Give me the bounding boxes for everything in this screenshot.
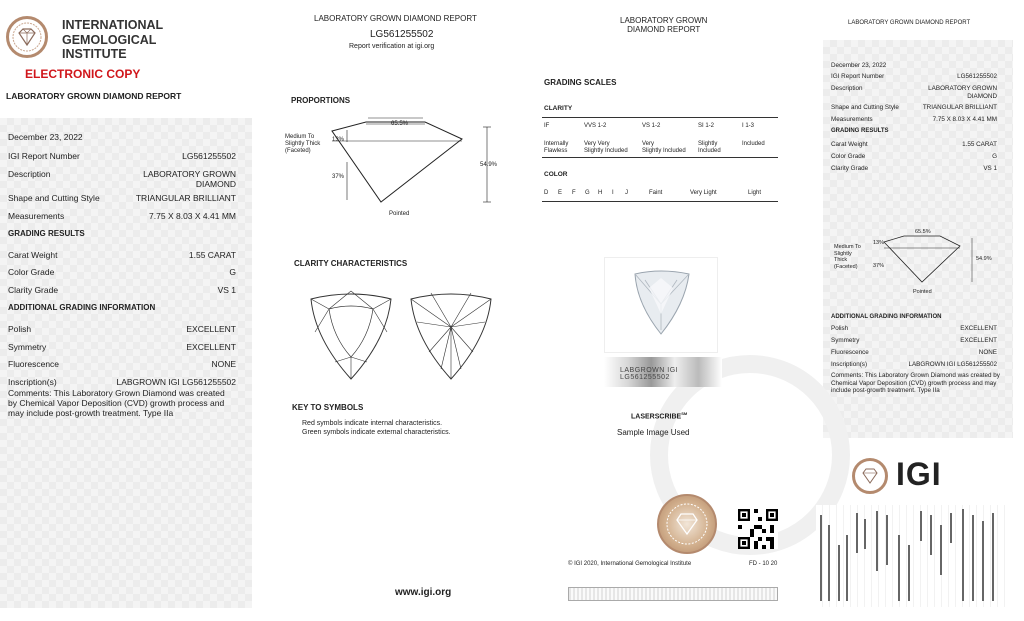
inscription-label: Inscription(s) [8, 377, 57, 387]
stub-description-value: LABORATORY GROWN DIAMOND [928, 85, 997, 100]
stub-title: LABORATORY GROWN DIAMOND REPORT [848, 20, 971, 26]
stub-date: December 23, 2022 [831, 62, 887, 69]
form-code: FD - 10 20 [749, 561, 778, 567]
description-value: LABORATORY GROWN DIAMOND [143, 169, 236, 189]
org-line-2: GEMOLOGICAL [62, 32, 157, 47]
stub-shape-label: Shape and Cutting Style [831, 104, 899, 111]
stub-crown-percent: 13% [873, 240, 885, 246]
stub-crown-label: Medium To Slightly Thick (Faceted) [834, 244, 861, 270]
clarity-grade-vs: VS 1-2 [642, 123, 661, 129]
stub-fluorescence-label: Fluorescence [831, 349, 869, 356]
pavilion-percent: 37% [332, 174, 345, 180]
clarity-characteristics-heading: CLARITY CHARACTERISTICS [294, 259, 408, 268]
stub-culet-label: Pointed [913, 289, 932, 295]
clarity-desc-si: Slightly Included [698, 141, 721, 154]
stub-measurements-label: Measurements [831, 116, 873, 123]
stub-igi-logo-text: IGI [896, 456, 942, 492]
diamond-photo [604, 257, 718, 353]
stub-color-value: G [992, 153, 997, 160]
right-report-title: LABORATORY GROWN DIAMOND REPORT [620, 16, 708, 34]
stub-polish-row [831, 325, 997, 333]
carat-value: 1.55 CARAT [188, 250, 236, 260]
mid-report-title: LABORATORY GROWN DIAMOND REPORT [314, 14, 477, 23]
stub-clarity-row [831, 165, 997, 173]
inscription-row [8, 377, 236, 387]
stub-color-row [831, 153, 997, 161]
color-grade-e: E [558, 190, 563, 196]
clarity-scale-label: CLARITY [544, 105, 573, 112]
stub-polish-label: Polish [831, 325, 849, 332]
color-label: Color Grade [8, 267, 55, 277]
stub-shape-row [831, 104, 997, 112]
clarity-value: VS 1 [217, 285, 236, 295]
stub-measurements-value: 7.75 X 8.03 X 4.41 MM [932, 116, 997, 123]
stub-inscription-label: Inscription(s) [831, 361, 868, 368]
website-link[interactable]: www.igi.org [395, 587, 452, 598]
key-red: Red symbols indicate internal characteristics. [302, 420, 443, 427]
color-desc-faint: Faint [649, 190, 663, 196]
stub-carat-label: Carat Weight [831, 141, 868, 148]
clarity-plot-crown [305, 287, 397, 383]
symmetry-label: Symmetry [8, 342, 47, 352]
stub-pavilion-percent: 37% [873, 263, 885, 269]
clarity-grade-i: I 1-3 [742, 123, 755, 129]
comments-text: Comments: This Laboratory Grown Diamond was created by Chemical Vapor Deposition (CVD) growth process and may include post-growth treatment. Type IIa [8, 388, 225, 418]
shape-value: TRIANGULAR BRILLIANT [135, 193, 236, 203]
fluorescence-value: NONE [211, 359, 236, 369]
stub-table-percent: 65.5% [915, 229, 931, 235]
stub-grading-heading: GRADING RESULTS [831, 128, 889, 134]
igi-seal-logo [6, 16, 48, 58]
stub-color-label: Color Grade [831, 153, 866, 160]
mid-report-number: LG561255502 [370, 29, 434, 40]
security-strip [568, 587, 778, 601]
report-number-value: LG561255502 [182, 151, 236, 161]
color-grade-i: I [612, 190, 614, 196]
measurements-value: 7.75 X 8.03 X 4.41 MM [149, 211, 236, 221]
clarity-desc-vs: Very Slightly Included [642, 141, 686, 154]
color-desc-light: Light [748, 190, 762, 196]
color-row [8, 267, 236, 277]
clarity-label: Clarity Grade [8, 285, 59, 295]
color-desc-very-light: Very Light [690, 190, 717, 196]
stub-fluorescence-row [831, 349, 997, 357]
stub-inscription-value: LABGROWN IGI LG561255502 [908, 361, 997, 368]
electronic-copy: ELECTRONIC COPY [25, 67, 141, 81]
stub-clarity-value: VS 1 [983, 165, 997, 172]
polish-row [8, 324, 236, 334]
key-green: Green symbols indicate external characteristics. [302, 429, 451, 436]
clarity-desc-vvs: Very Very Slightly Included [584, 141, 628, 154]
description-row [8, 169, 236, 189]
clarity-desc-i: Included [742, 141, 765, 147]
grading-results-heading: GRADING RESULTS [8, 229, 85, 238]
crown-label: Medium To Slightly Thick (Faceted) [285, 134, 321, 154]
clarity-desc-if: Internally Flawless [544, 141, 569, 154]
inscription-value: LABGROWN IGI LG561255502 [116, 377, 236, 387]
verification-text: Report verification at igi.org [349, 43, 435, 50]
laserscribe-label [631, 411, 687, 420]
stub-carat-row [831, 141, 997, 149]
clarity-scale-top-rule [542, 117, 778, 118]
carat-label: Carat Weight [8, 250, 58, 260]
grading-scales-heading: GRADING SCALES [544, 78, 617, 87]
fluorescence-label: Fluorescence [8, 359, 60, 369]
inscription-photo-text: LABGROWN IGI LG561255502 [620, 367, 679, 381]
stub-report-number-row [831, 73, 997, 81]
org-line-1: INTERNATIONAL [62, 18, 164, 32]
stub-clarity-label: Clarity Grade [831, 165, 869, 172]
org-line-3: INSTITUTE [62, 47, 127, 61]
shape-label: Shape and Cutting Style [8, 193, 100, 203]
color-grade-j: J [625, 190, 628, 196]
clarity-grade-si: SI 1-2 [698, 123, 715, 129]
symmetry-row [8, 342, 236, 352]
copyright-line: © IGI 2020, International Gemological Institute [568, 561, 692, 567]
stub-report-number-value: LG561255502 [957, 73, 997, 80]
clarity-grade-vvs: VVS 1-2 [584, 123, 607, 129]
symmetry-value: EXCELLENT [186, 342, 236, 352]
stub-fluorescence-value: NONE [978, 349, 997, 356]
gold-seal [657, 494, 717, 554]
proportions-diagram [280, 112, 510, 222]
stub-igi-seal [852, 458, 888, 494]
clarity-scale-bottom-rule [542, 157, 778, 158]
color-grade-d: D [544, 190, 549, 196]
stub-polish-value: EXCELLENT [960, 325, 997, 332]
color-scale-label: COLOR [544, 171, 568, 178]
clarity-plot-pavilion [405, 287, 497, 383]
color-value: G [229, 267, 236, 277]
laserscribe-sup: SM [681, 411, 688, 416]
report-number-label: IGI Report Number [8, 151, 80, 161]
qr-code[interactable] [738, 509, 778, 549]
clarity-row [8, 285, 236, 295]
key-to-symbols-heading: KEY TO SYMBOLS [292, 403, 364, 412]
color-grade-h: H [598, 190, 603, 196]
fluorescence-row [8, 359, 236, 369]
inscription-photo [604, 357, 722, 387]
report-number-row [8, 151, 236, 161]
stub-description-label: Description [831, 85, 863, 92]
stub-symmetry-label: Symmetry [831, 337, 860, 344]
measurements-row [8, 211, 236, 221]
measurements-label: Measurements [8, 211, 65, 221]
crown-percent: 13% [332, 137, 345, 143]
stub-symmetry-value: EXCELLENT [960, 337, 997, 344]
stub-additional-heading: ADDITIONAL GRADING INFORMATION [831, 314, 942, 320]
stub-measurements-row [831, 116, 997, 124]
proportions-heading: PROPORTIONS [291, 96, 351, 105]
color-scale-rule [542, 201, 778, 202]
stub-inscription-row [831, 361, 997, 369]
culet-label: Pointed [389, 211, 410, 217]
report-type-title: LABORATORY GROWN DIAMOND REPORT [6, 91, 182, 101]
report-date: December 23, 2022 [8, 132, 83, 142]
org-name [62, 18, 163, 62]
stub-shape-value: TRIANGULAR BRILLIANT [922, 104, 997, 111]
color-grade-g: G [585, 190, 590, 196]
depth-percent: 54.9% [480, 162, 498, 168]
table-percent: 65.5% [391, 121, 409, 127]
color-grade-f: F [572, 190, 576, 196]
stub-depth-percent: 54.9% [976, 256, 992, 262]
polish-label: Polish [8, 324, 32, 334]
stub-description-row [831, 85, 997, 101]
shape-row [8, 193, 236, 203]
laserscribe-text: LASERSCRIBE [631, 413, 682, 421]
carat-row [8, 250, 236, 260]
stub-report-number-label: IGI Report Number [831, 73, 885, 80]
clarity-grade-if: IF [544, 123, 550, 129]
polish-value: EXCELLENT [186, 324, 236, 334]
sample-image-note: Sample Image Used [617, 428, 690, 437]
description-label: Description [8, 169, 51, 179]
additional-info-heading: ADDITIONAL GRADING INFORMATION [8, 303, 156, 312]
stub-comments: Comments: This Laboratory Grown Diamond was created by Chemical Vapor Deposition (CVD) growth process and may include post-growth treatment. Type IIa [831, 372, 1000, 394]
stub-symmetry-row [831, 337, 997, 345]
stub-carat-value: 1.55 CARAT [962, 141, 997, 148]
stub-rotated-summary [816, 505, 1006, 607]
